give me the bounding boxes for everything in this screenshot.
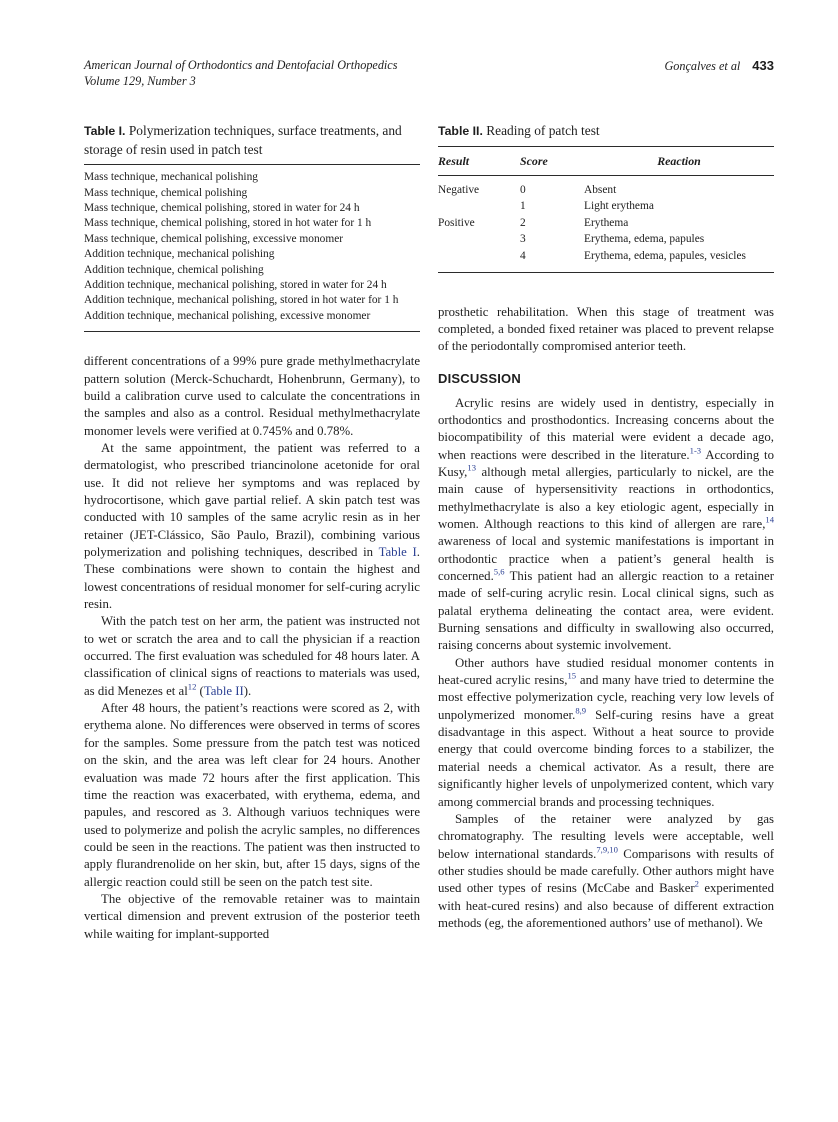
table-row	[438, 215, 774, 232]
table-2	[438, 122, 774, 273]
cell-score: 1	[520, 200, 526, 213]
column-header-reaction: Reaction	[584, 146, 774, 175]
authors-name: Gonçalves et al	[664, 59, 741, 73]
cell-result	[438, 248, 520, 272]
text-segment: This patient had an allergic reaction to a retainer made of self-curing acrylic resin. Local clinical signs, such as palatal erythema delineating the contact area, were evident. Burning sensations and difficulty in swallowing also occurred, raising concerns about systemic involvement.	[438, 569, 774, 653]
citation-reference[interactable]: 14	[765, 514, 774, 525]
table-row	[438, 231, 774, 248]
text-segment: Acrylic resins are widely used in dentistry, especially in orthodontics and prosthodontics. Increasing concerns about the biocompatibility of this material were evident a decade ago, when reactions were described in the literature.	[438, 395, 774, 462]
table2-label: Table II.	[438, 124, 483, 138]
text-segment: although metal allergies, particularly to nickel, are the main cause of hypersensitivity reactions in orthodontics, methylmethacrylate is also a key etiologic agent, especially in women. Although reactions to this kind of allergen are rare,	[438, 464, 774, 531]
text-segment: At the same appointment, the patient was referred to a dermatologist, who prescribed triancinolone acetonide for oral use. It did not relieve her symptoms and was replaced by hydrocortisone, which gave partial relief. A skin patch test was conducted with 10 samples of the same acrylic resin as in her retainer (JET-Clássico, São Paulo, Brazil), combining various polymerization and polishing techniques, described in	[84, 440, 420, 560]
table-row: Mass technique, chemical polishing, stored in hot water for 1 h	[84, 217, 372, 230]
table1-title: Polymerization techniques, surface treatments, and storage of resin used in patch test	[84, 123, 402, 157]
cell-result: Negative	[438, 183, 480, 196]
table-row: Addition technique, chemical polishing	[84, 263, 264, 276]
cell-score: 2	[520, 216, 526, 229]
column-header-result: Result	[438, 146, 520, 175]
discussion-heading: DISCUSSION	[438, 370, 521, 386]
citation-reference[interactable]: 2	[694, 878, 699, 889]
paragraph	[84, 353, 420, 440]
text-segment: (	[196, 683, 204, 698]
citation-reference[interactable]: 13	[467, 462, 476, 473]
citation-reference[interactable]: 12	[187, 681, 197, 692]
table2-caption	[438, 122, 774, 141]
table2-title: Reading of patch test	[486, 123, 600, 138]
text-segment: . These combinations were shown to contain the highest and lowest concentrations of residual monomer for self-curing acrylic resin.	[84, 545, 420, 612]
text-segment: Self-curing resins have a great disadvantage in this aspect. Without a heat source to provide energy that could overcome binding forces to a stabilizer, the material needs a chemical activator. As a result, there are significantly higher levels of unpolymerized content, which vary among commercial brands and processing techniques.	[438, 707, 774, 809]
running-head	[84, 58, 774, 89]
table-row	[438, 198, 774, 215]
paragraph	[84, 613, 420, 700]
text-segment: According to Kusy,	[438, 447, 774, 479]
table-row	[438, 175, 774, 198]
author-page-ref	[664, 58, 774, 75]
left-column	[84, 122, 420, 943]
table-row: Mass technique, chemical polishing, stored in water for 24 h	[84, 202, 360, 214]
citation-reference[interactable]: 15	[567, 670, 577, 681]
cell-reaction: Absent	[584, 183, 617, 196]
citation-reference[interactable]: 5,6	[493, 566, 505, 577]
cell-reaction: Light erythema	[584, 200, 654, 213]
paragraph	[438, 655, 774, 811]
citation-reference[interactable]: 1-3	[689, 445, 702, 456]
text-segment: After 48 hours, the patient’s reactions were scored as 2, with erythema alone. No differences were observed in terms of scores for the samples. Some pressure from the patch test was noticed on the skin, and the area was left clear for 24 hours. Another evaluation was made 72 hours after the first application. This time the reaction was exacerbated, with erythema, edema, and papules, and rescored as 3. Although variuos techniques were used to polymerize and polish the acrylic samples, no differences could be seen in the reactions. The patient was then instructed to apply flurandrenolide on her skin, but, after 15 days, signs of the allergic reaction could still be seen on the patch test site.	[84, 701, 420, 889]
table1-caption	[84, 122, 420, 159]
paragraph	[84, 440, 420, 613]
journal-title: American Journal of Orthodontics and Dentofacial Orthopedics	[84, 58, 398, 72]
cell-reaction: Erythema, edema, papules, vesicles	[584, 249, 746, 262]
table-1	[84, 122, 420, 332]
table1-bottom-rule	[84, 331, 420, 332]
table-row	[438, 248, 774, 272]
text-segment: Comparisons with results of other studies should be made carefully. Other authors might have used other types of resins (McCabe and Basker	[438, 846, 774, 896]
text-segment: awareness of local and systemic manifestations is important in orthodontic practice when a patient’s general health is concerned.	[438, 534, 774, 584]
citation-reference[interactable]: 7,9,10	[596, 844, 618, 855]
column-header-score: Score	[520, 146, 584, 175]
text-segment: The objective of the removable retainer was to maintain vertical dimension and prevent extrusion of the posterior teeth while waiting for implant-supported	[84, 891, 420, 941]
text-segment: ).	[243, 683, 252, 698]
page-number: 433	[752, 58, 774, 73]
patch-test-table	[438, 146, 774, 273]
cell-reaction: Erythema, edema, papules	[584, 233, 705, 246]
cell-reaction: Erythema	[584, 216, 629, 229]
cell-score: 3	[520, 233, 526, 246]
table-row: Mass technique, chemical polishing	[84, 186, 248, 199]
cell-result	[438, 231, 520, 248]
text-segment: Other authors have studied residual monomer contents in heat-cured acrylic resins,	[438, 655, 774, 688]
cross-reference-link[interactable]: Table I	[378, 545, 417, 560]
table-row: Addition technique, mechanical polishing, stored in water for 24 h	[84, 279, 387, 292]
paragraph	[84, 700, 420, 891]
paragraph	[438, 811, 774, 932]
table-header-row	[438, 146, 774, 175]
text-segment: and many have tried to determine the most effective polymerization cycle, reaching very low levels of unpolymerized monomer.	[438, 673, 774, 722]
text-segment: With the patch test on her arm, the patient was instructed not to wet or scratch the area and to call the physician if a reaction occurred. The first evaluation was scheduled for 48 hours later. A classification of clinical signs of reactions to materials was used, as did Menezes et al	[84, 614, 420, 698]
cell-result	[438, 198, 520, 215]
text-segment: different concentrations of a 99% pure grade methylmethacrylate pattern solution (Merck-Schuchardt, Hohenbrunn, Germany), to build a calibration curve used to calculate the concentrations in the samples and also as a control. Residual methylmethacrylate monomer levels were verified at 0.745% and 0.78%.	[84, 354, 420, 438]
table1-label: Table I.	[84, 124, 126, 138]
text-segment: prosthetic rehabilitation. When this stage of treatment was completed, a bonded fixed retainer was placed to prevent relapse of the periodontally compromised anterior teeth.	[438, 304, 774, 354]
table-row: Mass technique, mechanical polishing	[84, 171, 258, 184]
cell-score: 0	[520, 183, 526, 196]
table-row: Mass technique, chemical polishing, excessive monomer	[84, 232, 344, 245]
two-column-content	[84, 122, 774, 943]
journal-info	[84, 58, 397, 89]
text-segment: experimented with heat-cured resins) and also because of different extraction methods (eg, the aforementioned authors’ use of methanol). We	[438, 881, 774, 930]
citation-reference[interactable]: 8,9	[575, 705, 587, 716]
table-row: Addition technique, mechanical polishing, excessive monomer	[84, 309, 371, 322]
cross-reference-link[interactable]: Table II	[203, 683, 244, 698]
table-row: Addition technique, mechanical polishing	[84, 248, 275, 261]
journal-issue: Volume 129, Number 3	[84, 73, 196, 88]
paragraph	[438, 395, 774, 655]
cell-result: Positive	[438, 216, 475, 229]
table-row: Addition technique, mechanical polishing, stored in hot water for 1 h	[84, 294, 399, 307]
table1-rows	[84, 165, 420, 331]
paragraph	[438, 304, 774, 356]
cell-score: 4	[520, 249, 526, 262]
right-column	[438, 122, 774, 943]
paragraph	[84, 891, 420, 943]
text-segment: Samples of the retainer were analyzed by gas chromatography. The resulting levels were acceptable, well below international standards.	[438, 811, 774, 861]
